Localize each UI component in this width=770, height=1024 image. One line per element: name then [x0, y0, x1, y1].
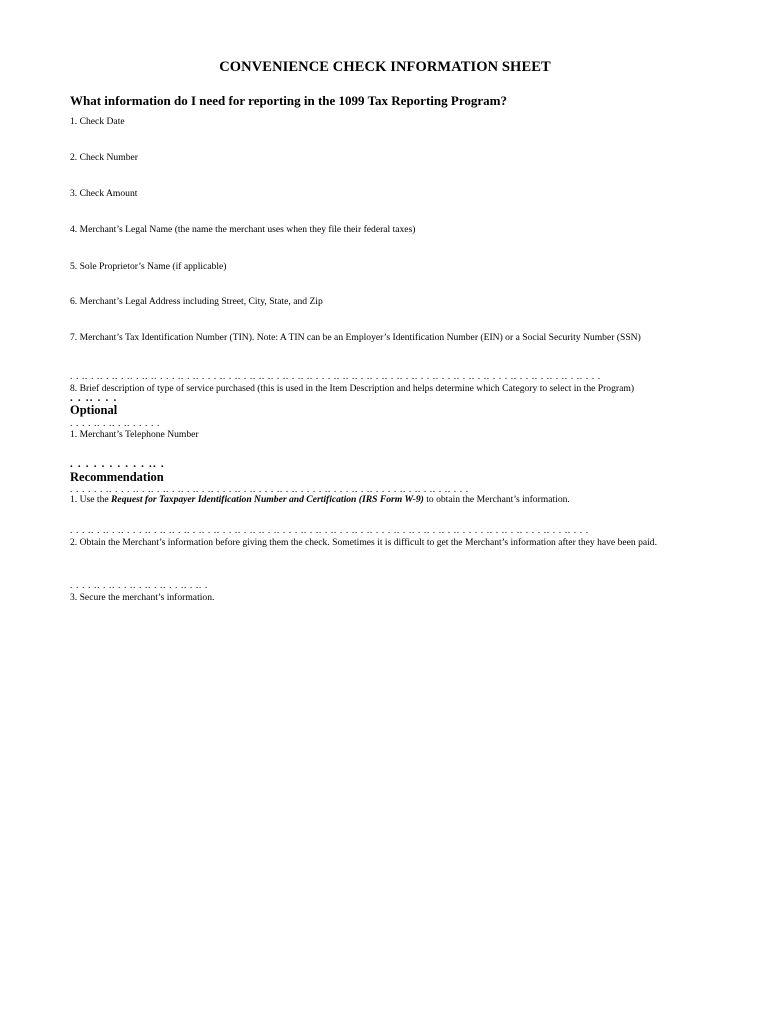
rec1-prefix: 1. Use the: [70, 494, 112, 505]
list-item-check-amount: 3. Check Amount: [70, 188, 138, 199]
dot-leader-row: . . . .. . .. . .. . . . .. . .. .. . .. . .. . .. . . .. . .. .. . .. . . . .. . .. . .. . . .. . .. . . . .. . .. . .. . .. . .. . . . . .. . .. . .. . . . .. . . .. . . .: [70, 525, 589, 536]
recommendation-item-1: [70, 494, 570, 505]
list-item-merchant-legal-name: 4. Merchant’s Legal Name (the name the merchant uses when they file their federal taxes): [70, 224, 416, 235]
list-item-legal-address: 6. Merchant’s Legal Address including Street, City, State, and Zip: [70, 296, 323, 307]
list-item-check-date: 1. Check Date: [70, 116, 125, 127]
list-item-check-number: 2. Check Number: [70, 152, 138, 163]
irs-form-w9-title: Request for Taxpayer Identification Number and Certification (IRS Form W-9): [111, 494, 424, 505]
rec1-suffix: to obtain the Merchant’s information.: [423, 494, 570, 505]
list-item-service-description: 8. Brief description of type of service purchased (this is used in the Item Description and helps determine which Category to select in the Program): [70, 383, 635, 394]
dot-leader-row: . . . . .. . .. . .. . . . . .: [70, 418, 160, 429]
page-title: CONVENIENCE CHECK INFORMATION SHEET: [219, 59, 551, 75]
list-item-sole-proprietor: 5. Sole Proprietor’s Name (if applicable): [70, 261, 227, 272]
dot-leader-row: . . . . .. . .. . . .. . .. . .. . . .. . .. .: [70, 580, 208, 591]
list-item-telephone: 1. Merchant’s Telephone Number: [70, 429, 199, 440]
list-item-tin: 7. Merchant’s Tax Identification Number (TIN). Note: A TIN can be an Employer’s Identification Number (EIN) or a Social Security Number (SSN): [70, 332, 641, 343]
section-question: What information do I need for reporting in the 1099 Tax Reporting Program?: [70, 93, 507, 108]
dot-leader-row: . . .. . .. . .. . .. . .. .. . . . .. . .. . . . .. . .. . .. .. .. . .. . .. .. . . . .. .. .. . .. . .. . .. . .. . . .. . . .. . .. . .. . . . .. . . .. . .. . .. . .. . . .: [70, 371, 601, 382]
dot-leader-row: . . . . . . .. . . . .. . .. . .. . .. . .. . .. . . . .. . .. . . . .. . .. . . . . .. . . . .. . .. . . . . .. . .. . .. . .. . . .: [70, 484, 469, 495]
optional-heading: Optional: [70, 403, 118, 417]
recommendation-heading: Recommendation: [70, 470, 164, 484]
recommendation-item-3: 3. Secure the merchant’s information.: [70, 592, 215, 603]
dot-leader-row: . . .. . . .: [70, 392, 118, 404]
recommendation-item-2: 2. Obtain the Merchant’s information before giving them the check. Sometimes it is difficult to get the Merchant’s information after they have been paid.: [70, 537, 658, 548]
dot-leader-row: . . . . . . . . . . .. .: [70, 458, 165, 470]
